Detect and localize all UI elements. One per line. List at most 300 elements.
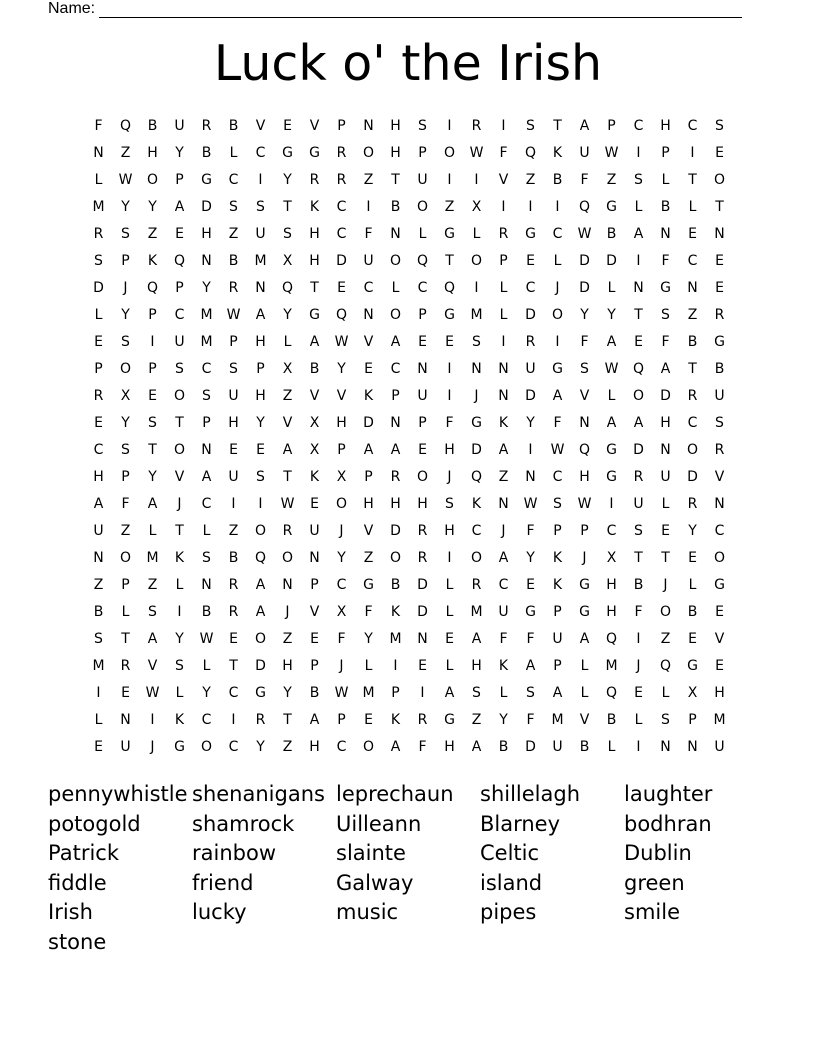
grid-letter: A bbox=[606, 333, 617, 350]
grid-letter: H bbox=[363, 495, 374, 512]
grid-letter: L bbox=[94, 171, 103, 188]
grid-letter: L bbox=[580, 684, 589, 701]
grid-letter: A bbox=[498, 441, 509, 458]
word-bank-item: island bbox=[480, 870, 543, 895]
word-bank-item: green bbox=[624, 870, 685, 895]
grid-letter: V bbox=[363, 333, 374, 350]
grid-letter: Z bbox=[687, 306, 698, 323]
grid-letter: H bbox=[390, 117, 401, 134]
grid-letter: X bbox=[309, 414, 320, 431]
grid-letter: I bbox=[690, 144, 695, 161]
grid-letter: W bbox=[604, 144, 619, 161]
grid-letter: C bbox=[552, 225, 563, 242]
grid-letter: W bbox=[145, 684, 160, 701]
grid-letter: J bbox=[474, 387, 479, 404]
grid-letter: J bbox=[150, 738, 155, 755]
grid-letter: Y bbox=[580, 306, 589, 323]
grid-letter: I bbox=[609, 495, 614, 512]
grid-letter: H bbox=[93, 468, 104, 485]
grid-letter: W bbox=[226, 306, 241, 323]
grid-letter: E bbox=[256, 441, 265, 458]
grid-letter: N bbox=[687, 279, 698, 296]
grid-letter: H bbox=[309, 225, 320, 242]
grid-letter: L bbox=[607, 387, 616, 404]
grid-letter: A bbox=[390, 738, 401, 755]
grid-letter: Y bbox=[256, 738, 265, 755]
grid-letter: L bbox=[202, 657, 211, 674]
grid-letter: H bbox=[228, 414, 239, 431]
grid-letter: P bbox=[148, 306, 157, 323]
grid-letter: S bbox=[661, 711, 670, 728]
grid-letter: B bbox=[579, 738, 590, 755]
grid-letter: O bbox=[470, 549, 483, 566]
grid-letter: O bbox=[254, 630, 267, 647]
grid-letter: N bbox=[498, 360, 509, 377]
grid-letter: G bbox=[714, 576, 725, 593]
grid-letter: C bbox=[336, 576, 347, 593]
grid-letter: Q bbox=[578, 198, 591, 215]
grid-letter: R bbox=[336, 144, 347, 161]
grid-letter: S bbox=[526, 684, 535, 701]
grid-letter: K bbox=[174, 711, 185, 728]
grid-letter: B bbox=[93, 603, 104, 620]
grid-letter: L bbox=[94, 306, 103, 323]
word-bank-item: Patrick bbox=[48, 841, 119, 865]
grid-letter: L bbox=[634, 198, 643, 215]
grid-letter: A bbox=[282, 441, 293, 458]
grid-letter: F bbox=[364, 603, 373, 620]
grid-letter: A bbox=[147, 495, 158, 512]
grid-letter: Q bbox=[119, 117, 132, 134]
grid-letter: N bbox=[471, 360, 482, 377]
grid-letter: D bbox=[93, 279, 104, 296]
grid-letter: R bbox=[201, 117, 212, 134]
grid-letter: Z bbox=[471, 711, 482, 728]
grid-letter: R bbox=[93, 387, 104, 404]
grid-letter: P bbox=[418, 414, 427, 431]
grid-letter: C bbox=[255, 144, 266, 161]
grid-letter: Z bbox=[120, 522, 131, 539]
grid-letter: X bbox=[282, 252, 293, 269]
grid-letter: G bbox=[687, 657, 698, 674]
grid-letter: R bbox=[93, 225, 104, 242]
grid-letter: V bbox=[714, 630, 725, 647]
grid-letter: N bbox=[390, 414, 401, 431]
grid-letter: B bbox=[228, 117, 239, 134]
grid-letter: U bbox=[228, 468, 239, 485]
grid-letter: A bbox=[471, 630, 482, 647]
grid-letter: O bbox=[551, 306, 564, 323]
grid-letter: F bbox=[445, 414, 454, 431]
grid-letter: R bbox=[228, 603, 239, 620]
grid-letter: Z bbox=[93, 576, 104, 593]
grid-letter: R bbox=[417, 522, 428, 539]
grid-letter: A bbox=[93, 495, 104, 512]
grid-letter: I bbox=[150, 333, 155, 350]
word-bank-item: laughter bbox=[624, 782, 713, 806]
grid-letter: R bbox=[120, 657, 131, 674]
grid-letter: L bbox=[661, 495, 670, 512]
grid-letter: Z bbox=[606, 171, 617, 188]
grid-letter: A bbox=[147, 630, 158, 647]
grid-letter: Q bbox=[605, 684, 618, 701]
grid-letter: V bbox=[309, 387, 320, 404]
grid-letter: D bbox=[363, 414, 374, 431]
grid-letter: H bbox=[417, 495, 428, 512]
grid-letter: K bbox=[498, 657, 509, 674]
grid-letter: H bbox=[282, 657, 293, 674]
grid-letter: S bbox=[634, 522, 643, 539]
grid-letter: O bbox=[119, 360, 132, 377]
grid-letter: Q bbox=[578, 441, 591, 458]
grid-letter: T bbox=[634, 306, 643, 323]
grid-letter: I bbox=[528, 441, 533, 458]
grid-letter: Q bbox=[281, 279, 294, 296]
grid-letter: Z bbox=[660, 630, 671, 647]
grid-letter: M bbox=[389, 630, 402, 647]
grid-letter: H bbox=[471, 657, 482, 674]
grid-letter: N bbox=[633, 279, 644, 296]
grid-letter: T bbox=[715, 198, 724, 215]
grid-letter: U bbox=[417, 387, 428, 404]
grid-letter: E bbox=[445, 630, 454, 647]
grid-letter: F bbox=[634, 603, 643, 620]
grid-letter: I bbox=[636, 630, 641, 647]
grid-letter: U bbox=[552, 630, 563, 647]
grid-letter: P bbox=[418, 306, 427, 323]
grid-letter: N bbox=[93, 144, 104, 161]
grid-letter: V bbox=[309, 117, 320, 134]
word-bank-item: pipes bbox=[480, 900, 537, 924]
grid-letter: Y bbox=[499, 711, 508, 728]
grid-letter: D bbox=[606, 252, 617, 269]
grid-letter: W bbox=[118, 171, 133, 188]
grid-letter: H bbox=[309, 738, 320, 755]
grid-letter: F bbox=[553, 414, 562, 431]
grid-letter: D bbox=[579, 252, 590, 269]
grid-letter: B bbox=[201, 603, 212, 620]
grid-letter: I bbox=[258, 171, 263, 188]
grid-letter: N bbox=[579, 414, 590, 431]
grid-letter: L bbox=[148, 522, 157, 539]
grid-letter: Z bbox=[444, 198, 455, 215]
grid-letter: R bbox=[714, 306, 725, 323]
grid-letter: C bbox=[228, 738, 239, 755]
grid-letter: H bbox=[336, 414, 347, 431]
grid-letter: S bbox=[715, 414, 724, 431]
grid-letter: F bbox=[121, 495, 130, 512]
grid-letter: V bbox=[309, 603, 320, 620]
grid-letter: F bbox=[337, 630, 346, 647]
grid-letter: N bbox=[498, 387, 509, 404]
grid-letter: U bbox=[255, 225, 266, 242]
grid-letter: J bbox=[123, 279, 128, 296]
grid-letter: V bbox=[174, 468, 185, 485]
grid-letter: E bbox=[715, 603, 724, 620]
grid-letter: H bbox=[660, 117, 671, 134]
grid-letter: R bbox=[282, 522, 293, 539]
grid-letter: J bbox=[555, 279, 560, 296]
grid-letter: O bbox=[362, 738, 375, 755]
grid-letter: P bbox=[121, 468, 130, 485]
word-bank-item: pennywhistle bbox=[48, 782, 188, 806]
grid-letter: P bbox=[175, 279, 184, 296]
grid-letter: E bbox=[94, 738, 103, 755]
grid-letter: F bbox=[418, 738, 427, 755]
grid-letter: J bbox=[177, 495, 182, 512]
grid-letter: N bbox=[498, 495, 509, 512]
grid-letter: T bbox=[148, 441, 157, 458]
grid-letter: L bbox=[499, 279, 508, 296]
grid-letter: V bbox=[282, 414, 293, 431]
grid-letter: Q bbox=[335, 306, 348, 323]
grid-letter: Q bbox=[605, 630, 618, 647]
grid-letter: B bbox=[552, 171, 563, 188]
grid-letter: A bbox=[444, 684, 455, 701]
grid-letter: K bbox=[309, 468, 320, 485]
grid-letter: Y bbox=[607, 306, 616, 323]
grid-letter: R bbox=[417, 711, 428, 728]
grid-letter: C bbox=[336, 225, 347, 242]
grid-letter: J bbox=[663, 576, 668, 593]
grid-letter: P bbox=[337, 711, 346, 728]
grid-letter: B bbox=[687, 333, 698, 350]
grid-letter: C bbox=[606, 522, 617, 539]
grid-letter: O bbox=[281, 549, 294, 566]
grid-letter: K bbox=[498, 414, 509, 431]
grid-letter: B bbox=[660, 198, 671, 215]
grid-letter: A bbox=[633, 225, 644, 242]
word-bank-item: Uilleann bbox=[336, 811, 422, 836]
grid-letter: W bbox=[550, 441, 565, 458]
grid-letter: R bbox=[228, 576, 239, 593]
grid-letter: B bbox=[228, 549, 239, 566]
grid-letter: I bbox=[636, 738, 641, 755]
grid-letter: B bbox=[633, 576, 644, 593]
grid-letter: H bbox=[606, 603, 617, 620]
grid-letter: R bbox=[471, 576, 482, 593]
grid-letter: O bbox=[119, 549, 132, 566]
grid-letter: U bbox=[228, 387, 239, 404]
grid-letter: K bbox=[552, 549, 563, 566]
grid-letter: Z bbox=[228, 522, 239, 539]
grid-letter: D bbox=[633, 441, 644, 458]
grid-letter: B bbox=[498, 738, 509, 755]
grid-letter: P bbox=[499, 252, 508, 269]
grid-letter: J bbox=[636, 657, 641, 674]
grid-letter: G bbox=[444, 306, 455, 323]
grid-letter: F bbox=[661, 252, 670, 269]
grid-letter: E bbox=[526, 252, 535, 269]
grid-letter: P bbox=[364, 468, 373, 485]
grid-letter: J bbox=[582, 549, 587, 566]
grid-letter: K bbox=[471, 495, 482, 512]
grid-letter: A bbox=[390, 333, 401, 350]
grid-letter: A bbox=[255, 306, 266, 323]
grid-letter: A bbox=[552, 387, 563, 404]
grid-letter: B bbox=[687, 603, 698, 620]
grid-letter: D bbox=[525, 387, 536, 404]
grid-letter: O bbox=[200, 738, 213, 755]
word-bank-item: fiddle bbox=[48, 870, 107, 895]
grid-letter: P bbox=[553, 522, 562, 539]
grid-letter: N bbox=[201, 252, 212, 269]
grid-letter: O bbox=[389, 306, 402, 323]
grid-letter: S bbox=[202, 387, 211, 404]
grid-letter: U bbox=[633, 495, 644, 512]
grid-letter: U bbox=[363, 252, 374, 269]
grid-letter: U bbox=[120, 738, 131, 755]
grid-letter: S bbox=[175, 657, 184, 674]
grid-letter: L bbox=[607, 738, 616, 755]
grid-letter: P bbox=[553, 603, 562, 620]
grid-letter: G bbox=[444, 711, 455, 728]
grid-letter: X bbox=[282, 360, 293, 377]
grid-letter: Z bbox=[363, 171, 374, 188]
grid-letter: E bbox=[418, 333, 427, 350]
grid-letter: Q bbox=[632, 360, 645, 377]
grid-letter: J bbox=[339, 657, 344, 674]
grid-letter: S bbox=[148, 603, 157, 620]
grid-letter: Y bbox=[202, 684, 211, 701]
grid-letter: V bbox=[498, 171, 509, 188]
grid-letter: Y bbox=[337, 549, 346, 566]
grid-letter: M bbox=[200, 306, 213, 323]
grid-letter: M bbox=[200, 333, 213, 350]
grid-letter: D bbox=[660, 387, 671, 404]
word-bank-item: lucky bbox=[192, 900, 247, 924]
grid-letter: F bbox=[526, 630, 535, 647]
grid-letter: H bbox=[444, 738, 455, 755]
grid-letter: D bbox=[417, 603, 428, 620]
grid-letter: L bbox=[499, 684, 508, 701]
grid-letter: C bbox=[498, 576, 509, 593]
grid-letter: A bbox=[552, 684, 563, 701]
grid-letter: D bbox=[255, 657, 266, 674]
grid-letter: S bbox=[472, 684, 481, 701]
grid-letter: A bbox=[525, 657, 536, 674]
grid-letter: H bbox=[606, 576, 617, 593]
grid-letter: E bbox=[715, 279, 724, 296]
grid-letter: G bbox=[606, 441, 617, 458]
name-field[interactable] bbox=[48, 0, 742, 18]
grid-letter: P bbox=[175, 171, 184, 188]
grid-letter: A bbox=[579, 117, 590, 134]
grid-letter: C bbox=[687, 414, 698, 431]
grid-letter: N bbox=[687, 738, 698, 755]
grid-letter: U bbox=[93, 522, 104, 539]
grid-letter: T bbox=[175, 522, 184, 539]
grid-letter: O bbox=[389, 252, 402, 269]
grid-letter: L bbox=[229, 144, 238, 161]
grid-letter: B bbox=[147, 117, 158, 134]
grid-letter: U bbox=[309, 522, 320, 539]
grid-letter: L bbox=[175, 576, 184, 593]
grid-letter: C bbox=[363, 279, 374, 296]
grid-letter: Y bbox=[283, 684, 292, 701]
grid-letter: L bbox=[688, 576, 697, 593]
grid-letter: S bbox=[661, 306, 670, 323]
grid-letter: N bbox=[120, 711, 131, 728]
word-bank-item: music bbox=[336, 900, 399, 924]
grid-letter: E bbox=[688, 225, 697, 242]
grid-letter: U bbox=[174, 117, 185, 134]
grid-letter: A bbox=[606, 414, 617, 431]
grid-letter: K bbox=[390, 603, 401, 620]
grid-letter: G bbox=[525, 603, 536, 620]
grid-letter: N bbox=[660, 441, 671, 458]
grid-letter: J bbox=[447, 468, 452, 485]
grid-letter: F bbox=[526, 711, 535, 728]
grid-letter: L bbox=[418, 225, 427, 242]
word-bank-item: rainbow bbox=[192, 841, 276, 865]
grid-letter: I bbox=[231, 495, 236, 512]
word-bank-item: Dublin bbox=[624, 841, 692, 865]
grid-letter: M bbox=[713, 711, 726, 728]
grid-letter: C bbox=[687, 252, 698, 269]
grid-letter: S bbox=[283, 225, 292, 242]
grid-letter: Z bbox=[282, 387, 293, 404]
grid-letter: F bbox=[499, 144, 508, 161]
grid-letter: L bbox=[94, 711, 103, 728]
grid-letter: C bbox=[93, 441, 104, 458]
grid-letter: Z bbox=[147, 576, 158, 593]
grid-letter: Q bbox=[254, 549, 267, 566]
word-bank-item: stone bbox=[48, 929, 107, 954]
grid-letter: P bbox=[418, 144, 427, 161]
grid-letter: S bbox=[256, 198, 265, 215]
grid-letter: S bbox=[472, 333, 481, 350]
grid-letter: O bbox=[416, 198, 429, 215]
grid-letter: Y bbox=[148, 198, 157, 215]
grid-letter: T bbox=[688, 360, 697, 377]
grid-letter: S bbox=[715, 117, 724, 134]
grid-letter: Z bbox=[525, 171, 536, 188]
grid-letter: E bbox=[310, 630, 319, 647]
grid-letter: H bbox=[444, 522, 455, 539]
grid-letter: C bbox=[687, 117, 698, 134]
grid-letter: Y bbox=[148, 468, 157, 485]
grid-letter: L bbox=[364, 657, 373, 674]
word-bank-item: Galway bbox=[336, 870, 414, 895]
grid-letter: E bbox=[121, 684, 130, 701]
grid-letter: N bbox=[201, 441, 212, 458]
grid-letter: V bbox=[579, 387, 590, 404]
grid-letter: P bbox=[148, 360, 157, 377]
grid-letter: M bbox=[146, 549, 159, 566]
grid-letter: C bbox=[228, 684, 239, 701]
grid-letter: W bbox=[523, 495, 538, 512]
grid-letter: P bbox=[310, 576, 319, 593]
grid-letter: N bbox=[714, 495, 725, 512]
grid-letter: P bbox=[580, 522, 589, 539]
grid-letter: I bbox=[177, 603, 182, 620]
grid-letter: P bbox=[202, 414, 211, 431]
word-bank-item: smile bbox=[624, 900, 680, 924]
grid-letter: P bbox=[121, 252, 130, 269]
grid-letter: Q bbox=[146, 279, 159, 296]
grid-letter: O bbox=[713, 549, 726, 566]
grid-letter: T bbox=[121, 630, 130, 647]
grid-letter: O bbox=[713, 171, 726, 188]
grid-letter: L bbox=[391, 279, 400, 296]
grid-letter: Z bbox=[282, 738, 293, 755]
grid-letter: A bbox=[579, 630, 590, 647]
grid-letter: E bbox=[634, 684, 643, 701]
grid-letter: E bbox=[445, 333, 454, 350]
grid-letter: D bbox=[525, 738, 536, 755]
grid-letter: O bbox=[389, 549, 402, 566]
